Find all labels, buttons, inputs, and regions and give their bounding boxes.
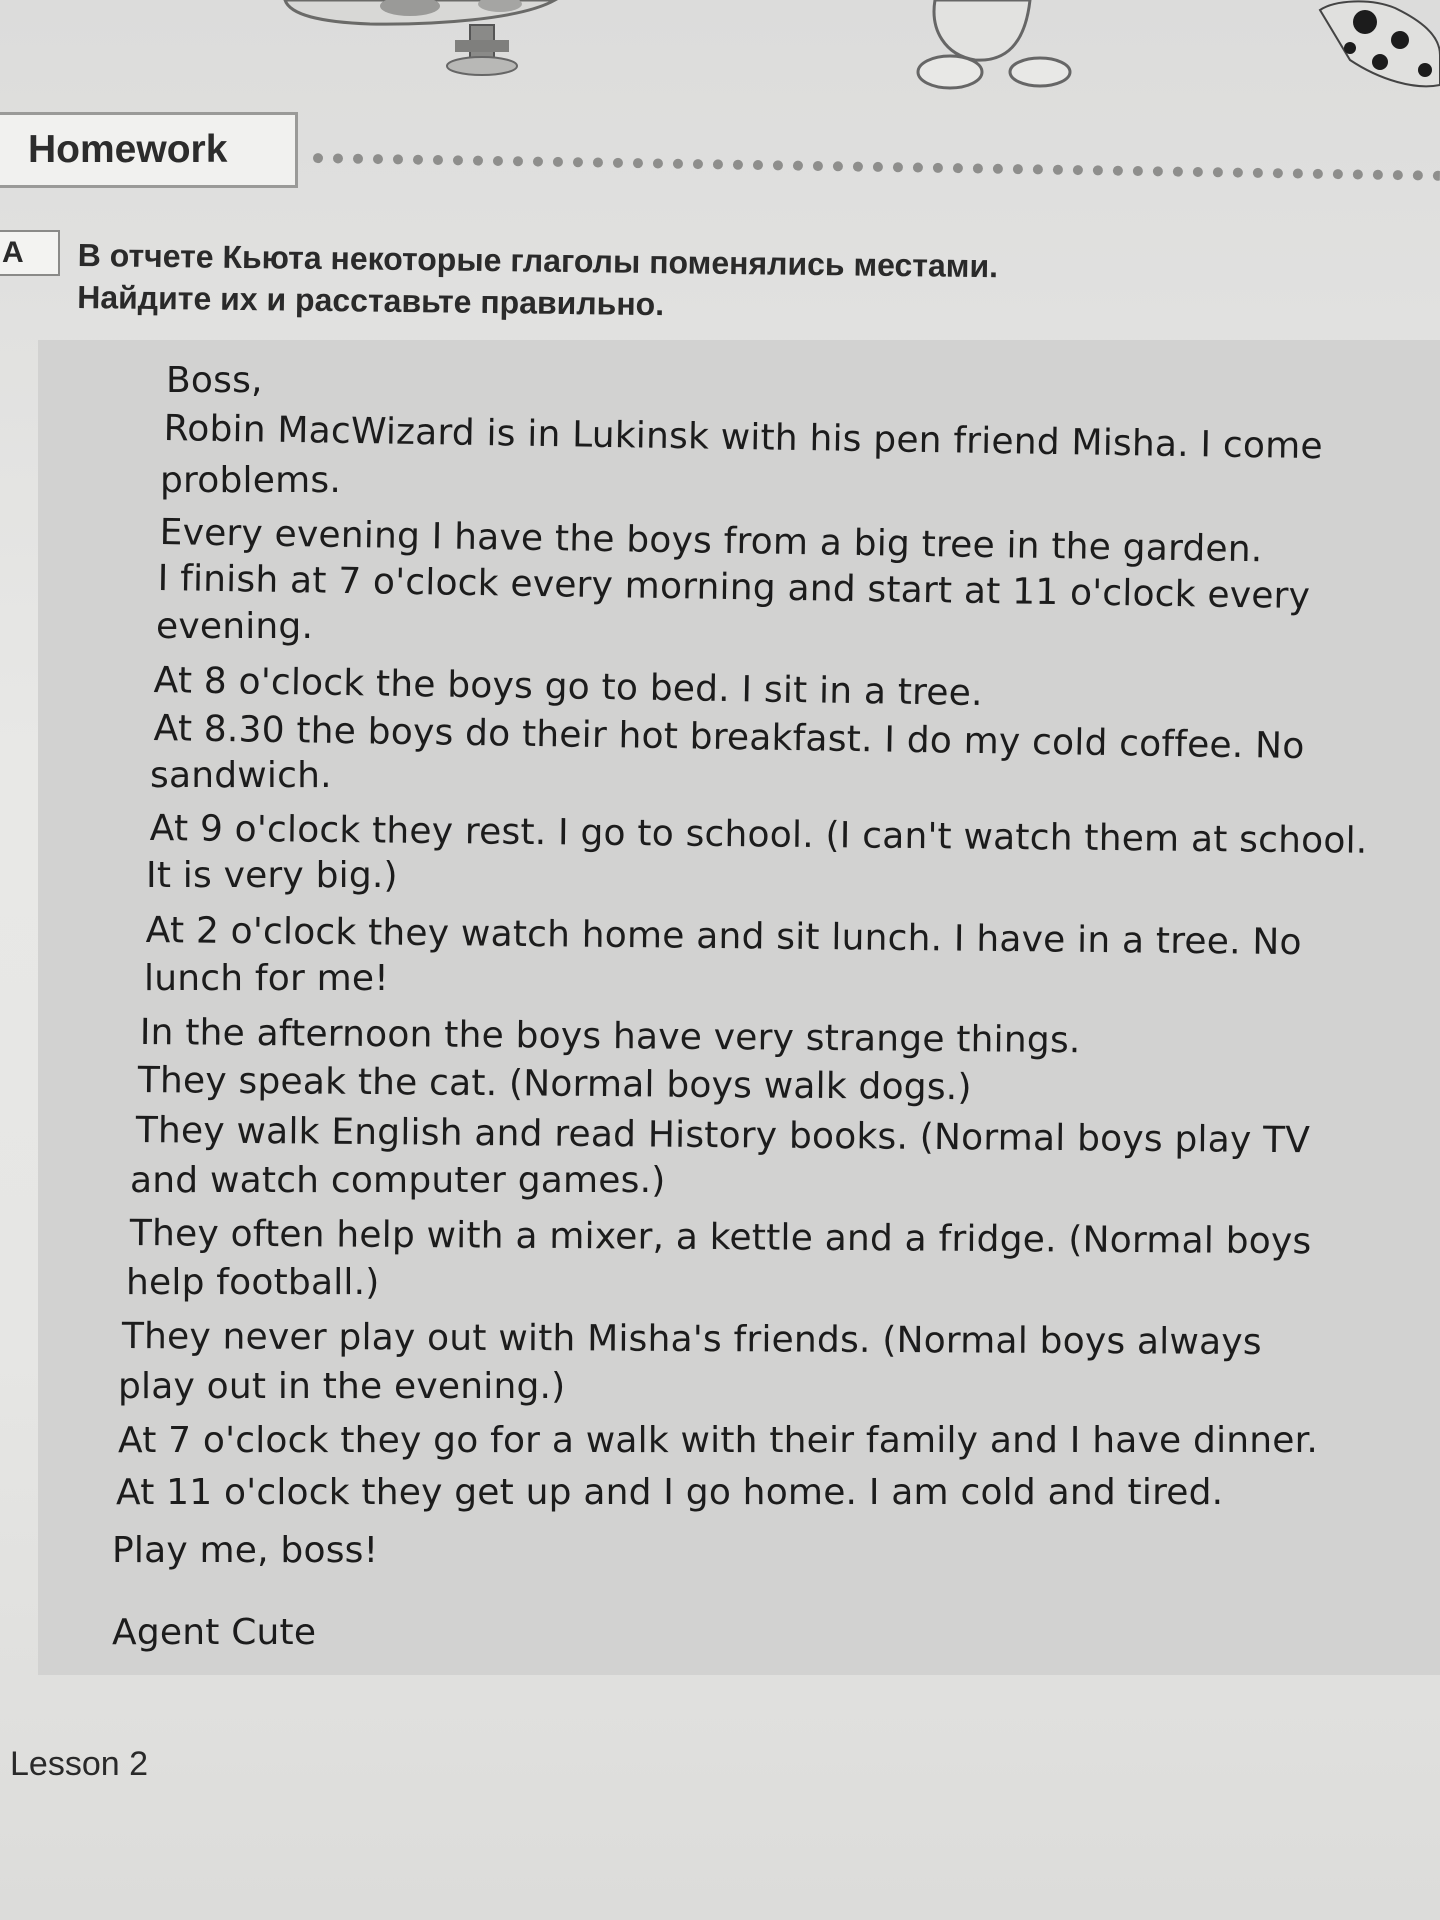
letter-line: help football.) — [126, 1262, 380, 1303]
divider-dot — [513, 156, 523, 166]
divider-dot — [473, 156, 483, 166]
task-letter: A — [2, 236, 24, 269]
letter-line: I finish at 7 o'clock every morning and start at 11 o'clock every — [157, 558, 1311, 618]
divider-dot — [873, 162, 883, 172]
divider-dot — [1113, 166, 1123, 176]
divider-dot — [353, 154, 363, 164]
letter-line: They never play out with Misha's friends. (Normal boys always — [121, 1316, 1262, 1363]
letter-greeting: Boss, — [166, 360, 263, 401]
divider-dot — [1393, 170, 1403, 180]
letter-line: At 2 o'clock they watch home and sit lunch. I have in a tree. No — [145, 910, 1302, 964]
letter-line: They walk English and read History books. (Normal boys play TV — [135, 1110, 1311, 1162]
divider-dot — [893, 162, 903, 172]
divider-dot — [973, 163, 983, 173]
divider-dot — [953, 163, 963, 173]
letter-line: At 7 o'clock they go for a walk with their family and I have dinner. — [118, 1420, 1319, 1461]
letter-line: Play me, boss! — [112, 1530, 379, 1571]
letter-line: evening. — [156, 606, 314, 647]
divider-dot — [673, 159, 683, 169]
divider-dot — [1213, 167, 1223, 177]
divider-dot — [493, 156, 503, 166]
divider-dot — [853, 162, 863, 172]
divider-dot — [1433, 171, 1440, 181]
divider-dot — [1273, 168, 1283, 178]
divider-dot — [1333, 169, 1343, 179]
letter-line: At 8.30 the boys do their hot breakfast. I do my cold coffee. No — [153, 708, 1305, 768]
divider-dot — [1293, 168, 1303, 178]
divider-dot — [913, 162, 923, 172]
divider-dot — [433, 155, 443, 165]
homework-header — [0, 112, 298, 188]
divider-dot — [1053, 165, 1063, 175]
divider-dot — [1153, 166, 1163, 176]
divider-dot — [993, 164, 1003, 174]
divider-dot — [773, 160, 783, 170]
divider-dot — [333, 153, 343, 163]
divider-dot — [593, 157, 603, 167]
divider-dot — [933, 163, 943, 173]
divider-dot — [653, 158, 663, 168]
divider-dot — [1073, 165, 1083, 175]
letter-line: At 9 o'clock they rest. I go to school. (I can't watch them at school. — [149, 808, 1368, 862]
divider-dot — [1313, 169, 1323, 179]
divider-dot — [373, 154, 383, 164]
homework-title: Homework — [28, 128, 228, 171]
divider-dot — [1173, 167, 1183, 177]
divider-dot — [313, 153, 323, 163]
divider-dot — [753, 160, 763, 170]
divider-dot — [1413, 170, 1423, 180]
divider-dot — [1033, 164, 1043, 174]
letter-line: Every evening I have the boys from a big tree in the garden. — [159, 512, 1263, 571]
divider-dot — [793, 161, 803, 171]
divider-dot — [1013, 164, 1023, 174]
letter-line: It is very big.) — [146, 855, 398, 896]
letter-line: They speak the cat. (Normal boys walk dogs.) — [137, 1060, 972, 1109]
divider-dot — [393, 154, 403, 164]
letter-panel — [38, 340, 1440, 1675]
divider-dot — [1253, 168, 1263, 178]
letter-line: In the afternoon the boys have very strange things. — [139, 1012, 1081, 1062]
task-label — [0, 230, 60, 276]
letter-signature: Agent Cute — [112, 1612, 317, 1653]
letter-line: At 8 o'clock the boys go to bed. I sit in a tree. — [153, 660, 983, 715]
task-instructions — [77, 234, 1378, 334]
letter-line: problems. — [160, 460, 341, 501]
divider-dot — [633, 158, 643, 168]
divider-dot — [713, 159, 723, 169]
divider-dot — [1093, 165, 1103, 175]
letter-line: play out in the evening.) — [118, 1366, 566, 1407]
divider-dot — [413, 155, 423, 165]
dotted-divider — [310, 150, 1440, 184]
instruction-line: В отчете Кьюта некоторые глаголы поменялись местами. — [77, 236, 999, 285]
lesson-label: Lesson 2 — [10, 1745, 148, 1783]
divider-dot — [573, 157, 583, 167]
divider-dot — [1353, 169, 1363, 179]
divider-dot — [533, 157, 543, 167]
letter-line: lunch for me! — [144, 958, 389, 999]
cartoon-illustration — [0, 0, 1440, 110]
letter-line: sandwich. — [150, 755, 332, 796]
letter-line: They often help with a mixer, a kettle and a fridge. (Normal boys — [129, 1213, 1312, 1263]
divider-dot — [733, 160, 743, 170]
instruction-line: Найдите их и расставьте правильно. — [77, 278, 665, 323]
divider-dot — [1373, 170, 1383, 180]
letter-line: Robin MacWizard is in Lukinsk with his pen friend Misha. I come — [163, 408, 1324, 468]
divider-dot — [693, 159, 703, 169]
divider-dot — [1133, 166, 1143, 176]
divider-dot — [833, 161, 843, 171]
divider-dot — [1193, 167, 1203, 177]
divider-dot — [1233, 167, 1243, 177]
letter-line: At 11 o'clock they get up and I go home. I am cold and tired. — [116, 1472, 1224, 1513]
divider-dot — [453, 155, 463, 165]
letter-line: and watch computer games.) — [130, 1160, 666, 1201]
divider-dot — [613, 158, 623, 168]
divider-dot — [813, 161, 823, 171]
divider-dot — [553, 157, 563, 167]
